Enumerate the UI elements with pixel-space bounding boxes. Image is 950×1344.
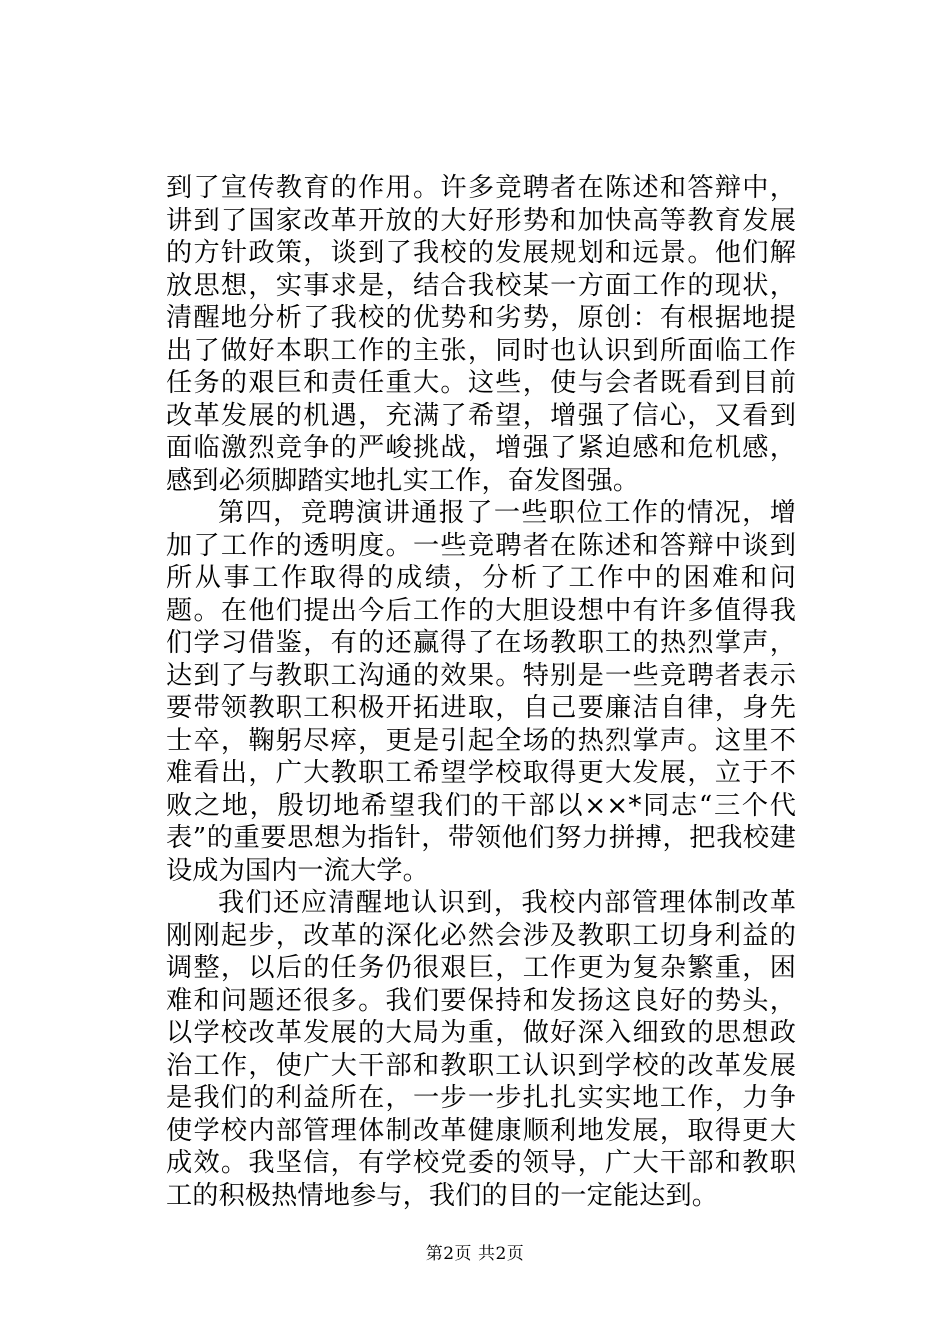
page-footer: 第2页 共2页: [425, 1244, 525, 1264]
paragraph-2: 第四，竞聘演讲通报了一些职位工作的情况，增加了工作的透明度。一些竞聘者在陈述和答辩中谈到所从事工作取得的成绩，分析了工作中的困难和问题。在他们提出今后工作的大胆设想中有许多值得我们学习借鉴，有的还赢得了在场教职工的热烈掌声，达到了与教职工沟通的效果。特别是一些竞聘者表示要带领教职工积极开拓进取，自己要廉洁自律，身先士卒，鞠躬尽瘁，更是引起全场的热烈掌声。这里不难看出，广大教职工希望学校取得更大发展，立于不败之地，殷切地希望我们的干部以××*同志“三个代表”的重要思想为指针，带领他们努力拼搏，把我校建设成为国内一流大学。: [166, 498, 796, 886]
paragraph-3: 我们还应清醒地认识到，我校内部管理体制改革刚刚起步，改革的深化必然会涉及教职工切身利益的调整，以后的任务仍很艰巨，工作更为复杂繁重，困难和问题还很多。我们要保持和发扬这良好的势头，以学校改革发展的大局为重，做好深入细致的思想政治工作，使广大干部和教职工认识到学校的改革发展是我们的利益所在，一步一步扎扎实实地工作，力争使学校内部管理体制改革健康顺利地发展，取得更大成效。我坚信，有学校党委的领导，广大干部和教职工的积极热情地参与，我们的目的一定能达到。: [166, 888, 796, 1211]
paragraph-1: 到了宣传教育的作用。许多竞聘者在陈述和答辩中，讲到了国家改革开放的大好形势和加快高等教育发展的方针政策，谈到了我校的发展规划和远景。他们解放思想，实事求是，结合我校某一方面工作的现状，清醒地分析了我校的优势和劣势，原创：有根据地提出了做好本职工作的主张，同时也认识到所面临工作任务的艰巨和责任重大。这些，使与会者既看到目前改革发展的机遇，充满了希望，增强了信心，又看到面临激烈竞争的严峻挑战，增强了紧迫感和危机感，感到必须脚踏实地扎实工作，奋发图强。: [166, 173, 796, 496]
document-body: [166, 172, 796, 1212]
